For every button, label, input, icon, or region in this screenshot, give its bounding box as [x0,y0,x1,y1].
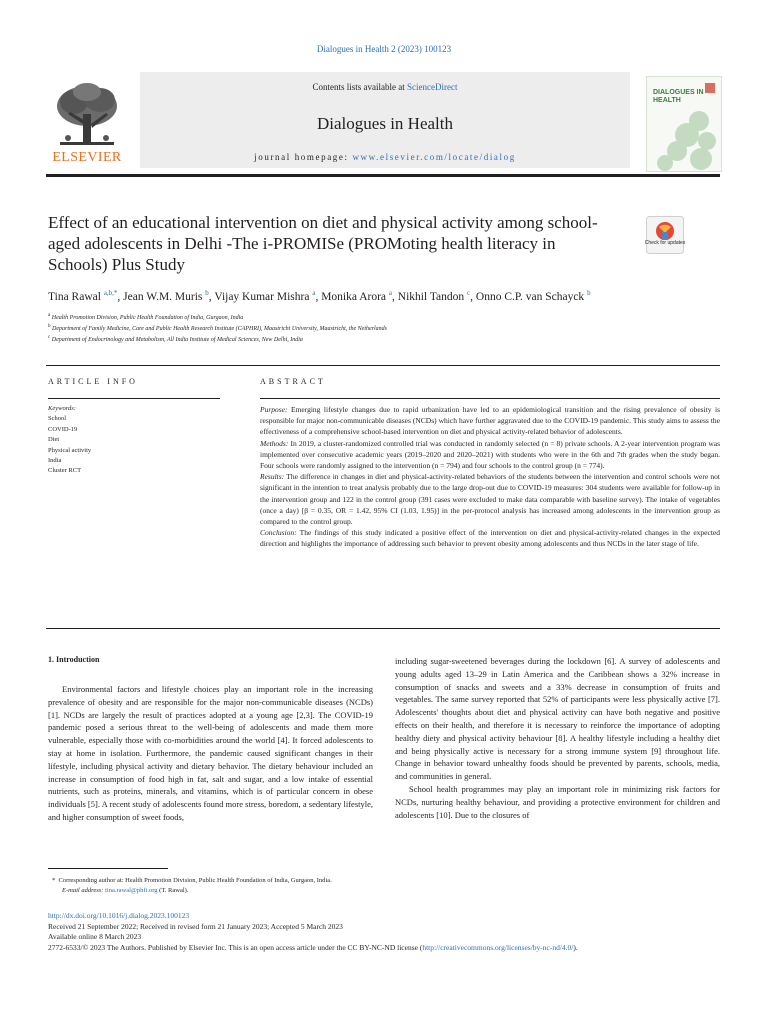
available-online-date: Available online 8 March 2023 [48,932,142,942]
received-dates: Received 21 September 2022; Received in revised form 21 January 2023; Accepted 5 March 2023 [48,921,343,931]
keyword: Physical activity [48,446,92,454]
author-affiliation-marker[interactable]: b [587,289,591,297]
abstract-purpose [260,404,720,438]
abstract-label: Purpose: [260,405,288,414]
keyword: COVID-19 [48,425,78,433]
article-info-heading: ARTICLE INFO [48,377,138,386]
cover-title: DIALOGUES IN HEALTH [653,89,704,104]
affiliation-marker: b [48,324,51,329]
abstract-label: Conclusion: [260,528,297,538]
abstract-text: The findings of this study indicated a positive effect of the intervention on diet and physical-activity-related changes in the expected direction and highlights the importance of addressing such behavior to prevent obesity among adolescents and thus NCDs in the later stage of life. [260,528,720,549]
email-link[interactable]: tina.rawal@phfi.org [105,887,158,894]
article-info-rule [48,398,220,399]
author-name: Nikhil Tandon [397,290,465,303]
author-affiliation-marker[interactable]: a [388,289,393,297]
footnote [52,876,712,896]
author-name: Tina Rawal [48,290,101,303]
abstract-heading: ABSTRACT [260,377,326,386]
introduction-heading: 1. Introduction [48,655,100,664]
author-affiliation-marker[interactable]: a,b,* [103,289,118,297]
email-suffix: (T. Rawal). [157,887,189,894]
header-rule [46,174,720,177]
keywords-block [48,404,220,477]
body-column-right [395,655,720,821]
abstract-rule [260,398,720,399]
author[interactable] [123,291,209,303]
doi-link[interactable]: http://dx.doi.org/10.1016/j.dialog.2023.100123 [48,911,190,920]
body-paragraph: Environmental factors and lifestyle choices play an important role in the increasing prevalence of obesity and are responsible for the major non-communicable diseases (NCDs) [1]. NCDs are largely the result of practices adopted at a young age [2,3]. The COVID-19 pandemic posed a serious threat to the well-being of adolescents and made them more vulnerable, especially those with co-morbidities around the world [4]. It forced adolescents to stay at home in isolation. Furthermore, the pandemic caused significant changes in their lifestyle, including physical activity and dietary behavior. The dietary behaviour included an increase in consumption of food high in fat, salt and sugar, and a low intake of essential nutrients, such as proteins, minerals, and vitamins, which is of particular concern in obese individuals [5]. A recent study of adolescents found more stress, boredom, a sedentary lifestyle, and higher consumption of sweet foods, [48,684,373,822]
article-meta-footer [48,911,728,953]
affiliation-a [48,313,748,321]
author[interactable] [476,291,591,303]
keyword: School [48,415,67,423]
elsevier-wordmark[interactable]: ELSEVIER [52,150,122,165]
author-name: Monika Arora [321,290,387,303]
author-affiliation-marker[interactable]: a [312,289,316,297]
abstract-text: Emerging lifestyle changes due to rapid urbanization have led to an epidemiological transition and the rising prevalence of obesity is responsible for major non-communicable diseases (NCDs) which have further aggravated due to the COVID-19 pandemic. This study aims to assess the effectiveness of a comprehensive school-based intervention on diet and physical activity-related behavior of adolescents. [260,405,720,437]
contents-line [140,82,630,92]
journal-name[interactable]: Dialogues in Health [317,114,453,133]
contents-prefix: Contents lists available at [312,82,407,92]
body-paragraph: School health programmes may play an important role in minimizing risk factors for NCDs, nurturing healthy behaviour, and providing a protective environment for children and adolescents [10]. Due to the closures of [395,783,720,820]
keyword: India [48,457,62,465]
author[interactable] [214,291,315,303]
abstract-text: The difference in changes in diet and physical-activity-related behaviors of the students between the intervention and control schools were not significant in the intention to treat analysis probably due to the large drop-out due to COVID-19 measures: 304 students were available for follow-up in the intervention group and 122 in the control group (391 cases were excluded to make data comparable with baseline survey). The intake of vegetables (once a day) [β = 0.35, OR = 1.42, 95% CI (1.03, 1.95)] in the per-protocol analysis has increased among adolescents in the intervention group as compared to the control group. [260,472,720,527]
journal-cover-thumbnail[interactable] [646,76,722,172]
license-suffix: ). [573,942,578,952]
crossmark-label[interactable]: Check for updates [644,240,686,246]
author-name: Jean W.M. Muris [123,290,203,303]
homepage-link[interactable]: www.elsevier.com/locate/dialog [352,152,516,162]
journal-homepage-line [140,152,630,162]
author[interactable] [398,291,470,303]
sciencedirect-link[interactable]: ScienceDirect [407,82,458,92]
affiliation-marker: c [48,335,51,340]
affiliation-text: Department of Family Medicine, Care and Public Health Research Institute (CAPHRI), Maastricht University, Maastricht, the Netherlands [52,326,387,332]
section-rule [46,628,720,629]
abstract-label: Results: [260,472,285,482]
crossmark-icon[interactable] [646,216,684,254]
corresponding-author-note [52,876,712,886]
abstract-body [260,404,720,550]
email-label: E-mail address: [62,887,104,894]
section-rule [46,365,720,366]
affiliation-b [48,324,748,332]
affiliation-text: Department of Endocrinology and Metabolism, All India Institute of Medical Sciences, New Delhi, India [51,337,303,343]
abstract-label: Methods: [260,438,289,448]
footnote-rule [48,868,168,869]
author[interactable] [321,291,392,303]
keyword: Cluster RCT [48,467,82,475]
license-text: 2772-6533/© 2023 The Authors. Published by Elsevier Inc. This is an open access article under the CC BY-NC-ND license ( [48,942,423,952]
affiliation-c [48,335,748,343]
abstract-text: In 2019, a cluster-randomized controlled trial was conducted in randomly selected (n = 8) private schools. A 2-year intervention program was implemented over consecutive academic years (2019–2020 and 2020–2021) with students who were in the 6th and 7th grades when the study began. Four schools were randomly assigned to the intervention (n = 794) and four schools to the control group (n = 774). [260,438,720,471]
journal-citation[interactable]: Dialogues in Health 2 (2023) 100123 [316,44,452,54]
body-paragraph: including sugar-sweetened beverages during the lockdown [6]. A survey of adolescents and young adults aged 13–29 in Latin America and the Caribbean shows a 32% increase in consumption of snacks and sweets and a 33% decrease in consumption of fruits and vegetables. The same survey reported that 52% of participants were less physically active [7]. Adolescents' thoughts about diet and physical activity can have both negative and positive effects on their health, and therefore it is necessary to reinforce the importance of adopting healthy diety and physical activity behaviour [8]. A healthy lifestyle including a healthy diet and being physically active is necessary for a strong immune system [9] throughout life. Change in behavior toward unhealthy foods should be prevented by parents, schools, media, and communities in general. [395,656,720,782]
corresponding-author-text: Corresponding author at: Health Promotion Division, Public Health Foundation of India, Gurgaon, India. [58,877,332,884]
license-link[interactable]: http://creativecommons.org/licenses/by-nc-nd/4.0/ [422,942,574,952]
author-affiliation-marker[interactable]: b [205,289,209,297]
abstract-conclusion [260,527,720,549]
paper-title: Effect of an educational intervention on diet and physical activity among school-aged adolescents in Delhi -The i-PROMISe (PROMoting health literacy in Schools) Plus Study [48,213,598,274]
body-column-left [48,683,373,824]
abstract-results [260,471,720,527]
email-line [52,886,712,896]
author-affiliation-marker[interactable]: c [467,289,471,297]
affiliation-text: Health Promotion Division, Public Health Foundation of India, Gurgaon, India [51,315,244,321]
keyword: Diet [48,436,60,444]
keywords-label: Keywords: [48,405,76,412]
abstract-methods [260,438,720,472]
affiliation-marker: a [48,313,51,318]
author-name: Vijay Kumar Mishra [214,290,310,303]
license-line [48,943,728,954]
author-list: Tina Rawal $^{a,b,*}$, Jean W.M. Muris $^b$, Vijay Kumar Mishra $^a$, Monika Arora $^a$, Nikhil Tandon $^c$, Onno C.P. van Schayck $^b$ [48,289,591,303]
author-name: Onno C.P. van Schayck [475,290,585,303]
author[interactable] [48,291,117,303]
footnote-marker: * [52,877,56,884]
homepage-prefix: journal homepage: [254,152,353,162]
